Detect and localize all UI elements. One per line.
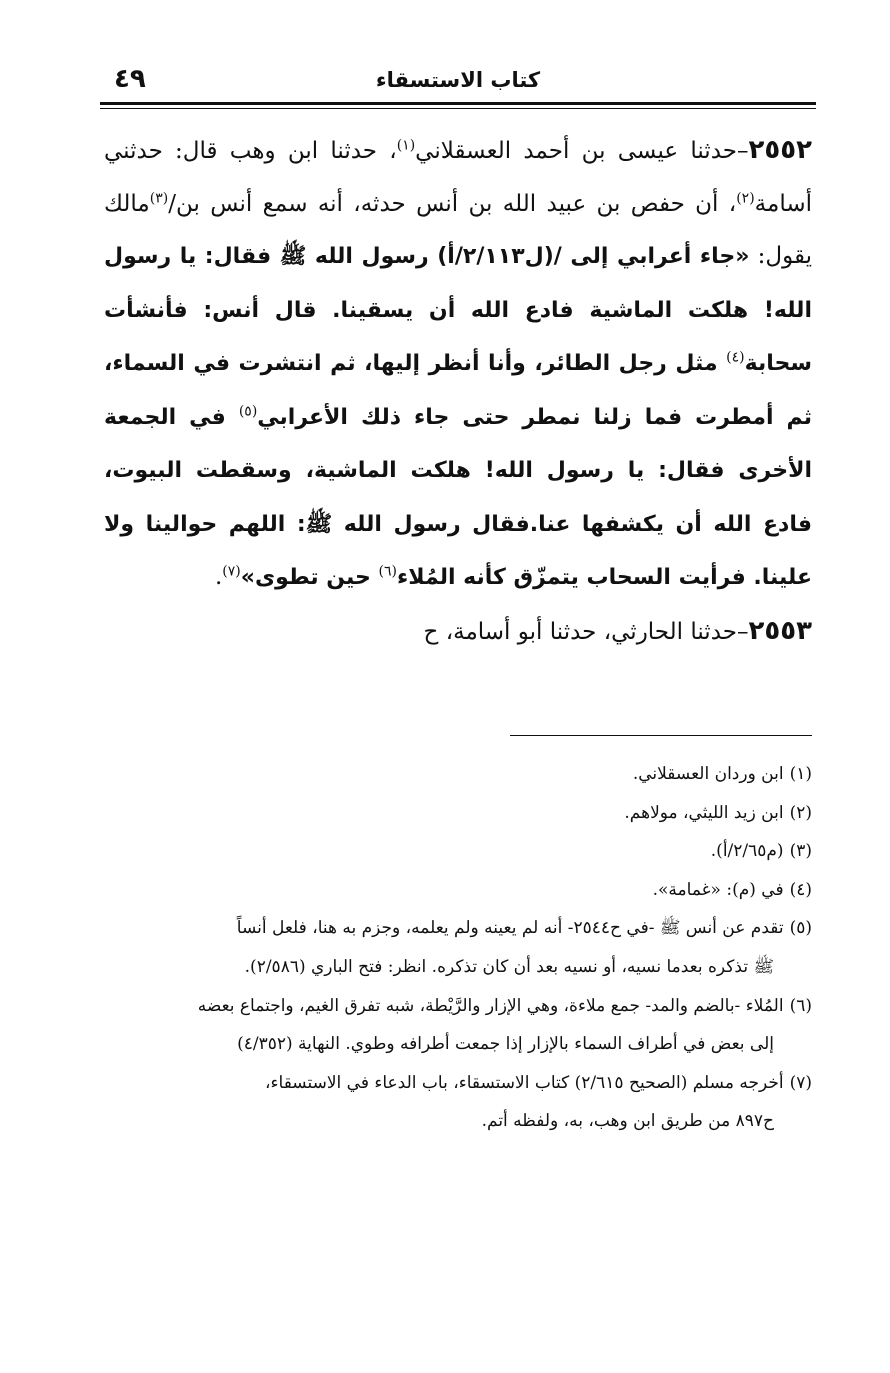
footnote-text: أخرجه مسلم (الصحيح ٢/٦١٥) كتاب الاستسقاء، باب الدعاء في الاستسقاء،	[265, 1072, 784, 1093]
hadith-2553	[104, 605, 812, 659]
footnote-7-continued: ح٨٩٧ من طريق ابن وهب، به، ولفظه أتم.	[481, 1111, 774, 1132]
footnote-ref-1: (١)	[396, 137, 416, 154]
isnad-part-3: ، أن حفص بن عبيد الله بن أنس حدثه، أنه سمع أنس بن/	[168, 190, 737, 217]
matn-part-3: في الجمعة الأخرى فقال: يا رسول الله! هلكت الماشية، وسقطت البيوت، فادع الله أن يكشفها عنا.فقال رسول الله ﷺ: اللهم حوالينا ولا علينا. فرأيت السحاب يتمزّق كأنه المُلاء	[104, 404, 812, 590]
matn-part-4: حين تطوى»	[240, 565, 379, 590]
footnote-ref-3: (٣)	[149, 189, 169, 206]
footnote-marker: (٥)	[789, 918, 812, 939]
footnote-text: المُلاء -بالضم والمد- جمع ملاءة، وهي الإزار والرَّيْطة، شبه تفرق الغيم، واجتماع بعضه	[197, 995, 784, 1016]
footnote-ref-6: (٦)	[378, 563, 398, 580]
footnote-3	[100, 832, 812, 871]
footnotes	[100, 755, 812, 1141]
matn-part-2: مثل رجل الطائر، وأنا أنظر إليها، ثم انتشرت في السماء، ثم أمطرت فما زلنا نمطر حتى جاء ذلك الأعرابي	[104, 351, 812, 430]
header-rule-thick	[100, 102, 816, 105]
footnote-text: تقدم عن أنس ﷺ -في ح٢٥٤٤- أنه لم يعينه ولم يعلمه، وجزم به هنا، فلعل أنساً	[236, 918, 784, 939]
footnote-6	[100, 987, 812, 1026]
footnote-text: في (م): «غمامة».	[652, 879, 784, 900]
footnote-5-continued: ﷺ تذكره بعدما نسيه، أو نسيه بعد أن كان تذكره. انظر: فتح الباري (٢/٥٨٦).	[244, 956, 774, 977]
running-title: كتاب الاستسقاء	[375, 68, 541, 92]
footnote-4	[100, 871, 812, 910]
footnote-ref-5: (٥)	[238, 402, 258, 419]
footnote-marker: (٦)	[789, 995, 812, 1016]
hadith-number: ٢٥٥٢	[748, 135, 812, 165]
footnote-marker: (٢)	[789, 802, 812, 823]
isnad-2: –حدثنا الحارثي، حدثنا أبو أسامة، ح	[423, 618, 749, 645]
main-text	[104, 124, 812, 658]
footnote-marker: (١)	[789, 764, 812, 784]
footnote-1	[100, 755, 812, 794]
isnad-part-4: مالك يقول:	[104, 190, 812, 269]
footnote-text: ابن زيد الليثي، مولاهم.	[624, 802, 784, 823]
footnote-6-continued: إلى بعض في أطراف السماء بالإزار إذا جمعت أطرافه وطوي. النهاية (٤/٣٥٢)	[237, 1034, 774, 1055]
footnote-7	[100, 1064, 812, 1103]
footnote-ref-2: (٢)	[736, 189, 755, 206]
page-header	[100, 66, 816, 100]
hadith-end-mark: .	[214, 564, 223, 590]
isnad-part-1: –حدثنا عيسى بن أحمد العسقلاني	[415, 138, 749, 164]
footnote-2	[100, 794, 812, 833]
footnote-ref-7: (٧)	[222, 563, 241, 580]
footnote-separator	[510, 735, 812, 736]
footnote-marker: (٣)	[789, 841, 812, 862]
isnad-part-2: ، حدثنا ابن وهب قال: حدثني أسامة	[104, 138, 812, 217]
footnote-5	[100, 909, 812, 948]
footnote-text: (م٢/٦٥/أ).	[710, 841, 784, 862]
page-number: ٤٩	[114, 64, 146, 94]
footnote-marker: (٧)	[789, 1072, 812, 1093]
hadith-number-2: ٢٥٥٣	[748, 615, 812, 646]
footnote-marker: (٤)	[789, 879, 812, 900]
footnote-text: ابن وردان العسقلاني.	[632, 764, 784, 784]
hadith-2552	[104, 124, 812, 605]
header-rule-thin	[100, 108, 816, 109]
footnote-ref-4: (٤)	[726, 349, 745, 366]
matn-part-1: «جاء أعرابي إلى /(ل٢/١١٣/أ) رسول الله ﷺ فقال: يا رسول الله! هلكت الماشية فادع الله أن يسقينا. قال أنس: فأنشأت سحابة	[104, 244, 812, 376]
